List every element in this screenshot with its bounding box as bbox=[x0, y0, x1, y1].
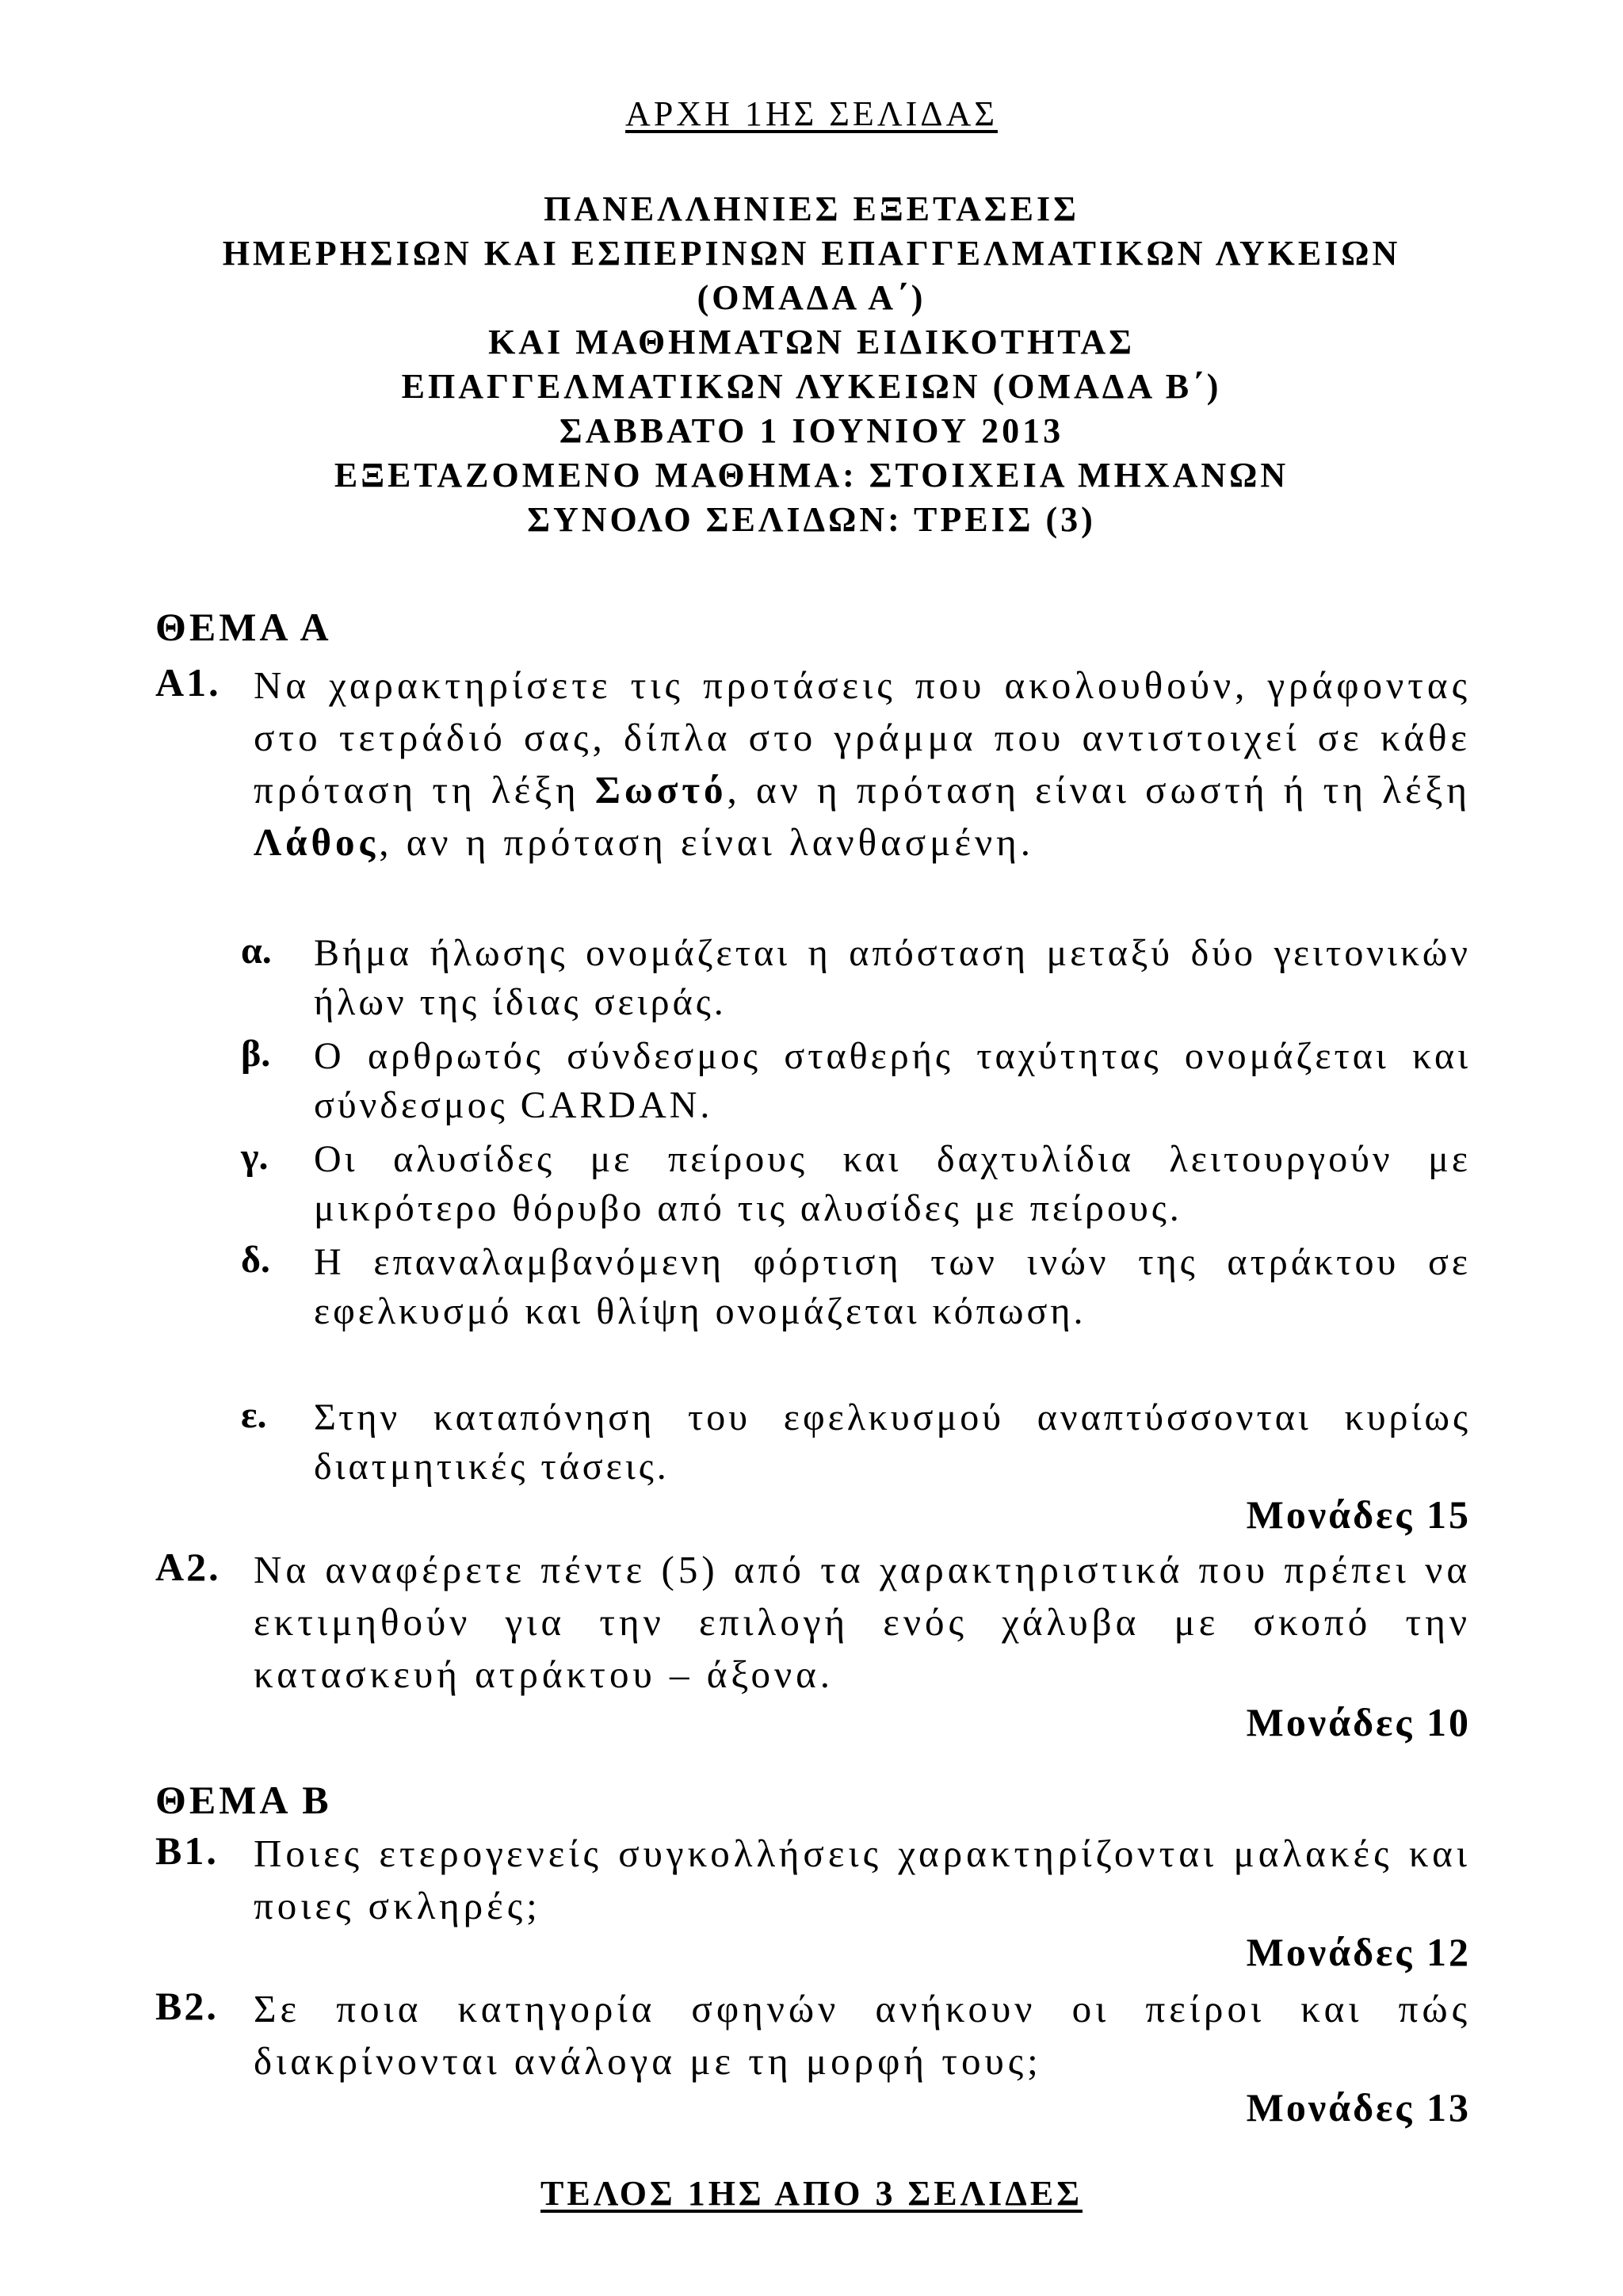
page-header bbox=[0, 94, 1623, 134]
question-text-part: , αν η πρόταση είναι σωστή ή τη λέξη bbox=[727, 768, 1471, 812]
item-text: Η επαναλαμβανόμενη φόρτιση των ινών της ατράκτου σε εφελκυσμό και θλίψη ονομάζεται κόπωση. bbox=[314, 1241, 1471, 1332]
bold-keyword: Λάθος bbox=[254, 820, 380, 864]
question-label: Α1. bbox=[155, 660, 221, 705]
question-text: Να αναφέρετε πέντε (5) από τα χαρακτηριστικά που πρέπει να εκτιμηθούν για την επιλογή ενός χάλυβα με σκοπό την κατασκευή ατράκτου – άξονα. bbox=[254, 1548, 1471, 1696]
item-label: α. bbox=[241, 930, 272, 972]
title-line: ΗΜΕΡΗΣΙΩΝ ΚΑΙ ΕΣΠΕΡΙΝΩΝ ΕΠΑΓΓΕΛΜΑΤΙΚΩΝ ΛΥΚΕΙΩΝ bbox=[222, 234, 1401, 273]
item-text: Οι αλυσίδες με πείρους και δαχτυλίδια λειτουργούν με μικρότερο θόρυβο από τις αλυσίδες με πείρους. bbox=[314, 1138, 1471, 1229]
item-text: Βήμα ήλωσης ονομάζεται η απόσταση μεταξύ δύο γειτονικών ήλων της ίδιας σειράς. bbox=[314, 932, 1471, 1023]
question-label: Β1. bbox=[155, 1828, 219, 1873]
marks-label: Μονάδες 13 bbox=[1246, 2085, 1471, 2130]
page-footer-text: ΤΕΛΟΣ 1ΗΣ ΑΠΟ 3 ΣΕΛΙΔΕΣ bbox=[540, 2174, 1083, 2213]
question-text-part: , αν η πρόταση είναι λανθασμένη. bbox=[379, 820, 1035, 864]
title-line: ΣΑΒΒΑΤΟ 1 ΙΟΥΝΙΟΥ 2013 bbox=[559, 411, 1064, 450]
question-text: Σε ποια κατηγορία σφηνών ανήκουν οι πείροι και πώς διακρίνονται ανάλογα με τη μορφή τους; bbox=[254, 1987, 1471, 2083]
title-line: ΕΠΑΓΓΕΛΜΑΤΙΚΩΝ ΛΥΚΕΙΩΝ (ΟΜΑΔΑ Β΄) bbox=[401, 367, 1222, 406]
theme-b-heading: ΘΕΜΑ Β bbox=[155, 1778, 332, 1822]
bold-keyword: Σωστό bbox=[594, 768, 727, 812]
page-header-text: ΑΡΧΗ 1ΗΣ ΣΕΛΙΔΑΣ bbox=[625, 94, 998, 133]
exam-title-block bbox=[0, 187, 1623, 542]
title-line: ΕΞΕΤΑΖΟΜΕΝΟ ΜΑΘΗΜΑ: ΣΤΟΙΧΕΙΑ ΜΗΧΑΝΩΝ bbox=[334, 456, 1289, 495]
item-text: Στην καταπόνηση του εφελκυσμού αναπτύσσονται κυρίως διατμητικές τάσεις. bbox=[314, 1396, 1471, 1488]
item-text: Ο αρθρωτός σύνδεσμος σταθερής ταχύτητας ονομάζεται και σύνδεσμος CARDAN. bbox=[314, 1035, 1471, 1126]
question-text bbox=[254, 659, 1471, 869]
item-label: ε. bbox=[241, 1394, 267, 1436]
title-line: ΣΥΝΟΛΟ ΣΕΛΙΔΩΝ: ΤΡΕΙΣ (3) bbox=[527, 500, 1096, 539]
item-label: δ. bbox=[241, 1239, 270, 1281]
title-line: ΚΑΙ ΜΑΘΗΜΑΤΩΝ ΕΙΔΙΚΟΤΗΤΑΣ bbox=[488, 323, 1135, 361]
question-text-part: Να χαρακτηρίσετε τις προτάσεις που ακολουθούν, γράφοντας στο τετράδιό σας, δίπλα στο γράμμα που αντιστοιχεί σε κάθε πρόταση τη λέξη bbox=[254, 663, 1471, 812]
theme-a-heading: ΘΕΜΑ Α bbox=[155, 605, 332, 649]
question-text: Ποιες ετερογενείς συγκολλήσεις χαρακτηρίζονται μαλακές και ποιες σκληρές; bbox=[254, 1832, 1471, 1927]
question-label: Β2. bbox=[155, 1984, 219, 2028]
title-line: ΠΑΝΕΛΛΗΝΙΕΣ ΕΞΕΤΑΣΕΙΣ bbox=[544, 189, 1079, 228]
marks-label: Μονάδες 12 bbox=[1246, 1930, 1471, 1974]
item-label: β. bbox=[241, 1033, 271, 1075]
item-label: γ. bbox=[241, 1136, 269, 1178]
marks-label: Μονάδες 10 bbox=[1246, 1700, 1471, 1744]
title-line: (ΟΜΑΔΑ Α΄) bbox=[697, 278, 926, 317]
page-footer bbox=[0, 2173, 1623, 2214]
marks-label: Μονάδες 15 bbox=[1246, 1492, 1471, 1537]
question-label: Α2. bbox=[155, 1545, 221, 1589]
